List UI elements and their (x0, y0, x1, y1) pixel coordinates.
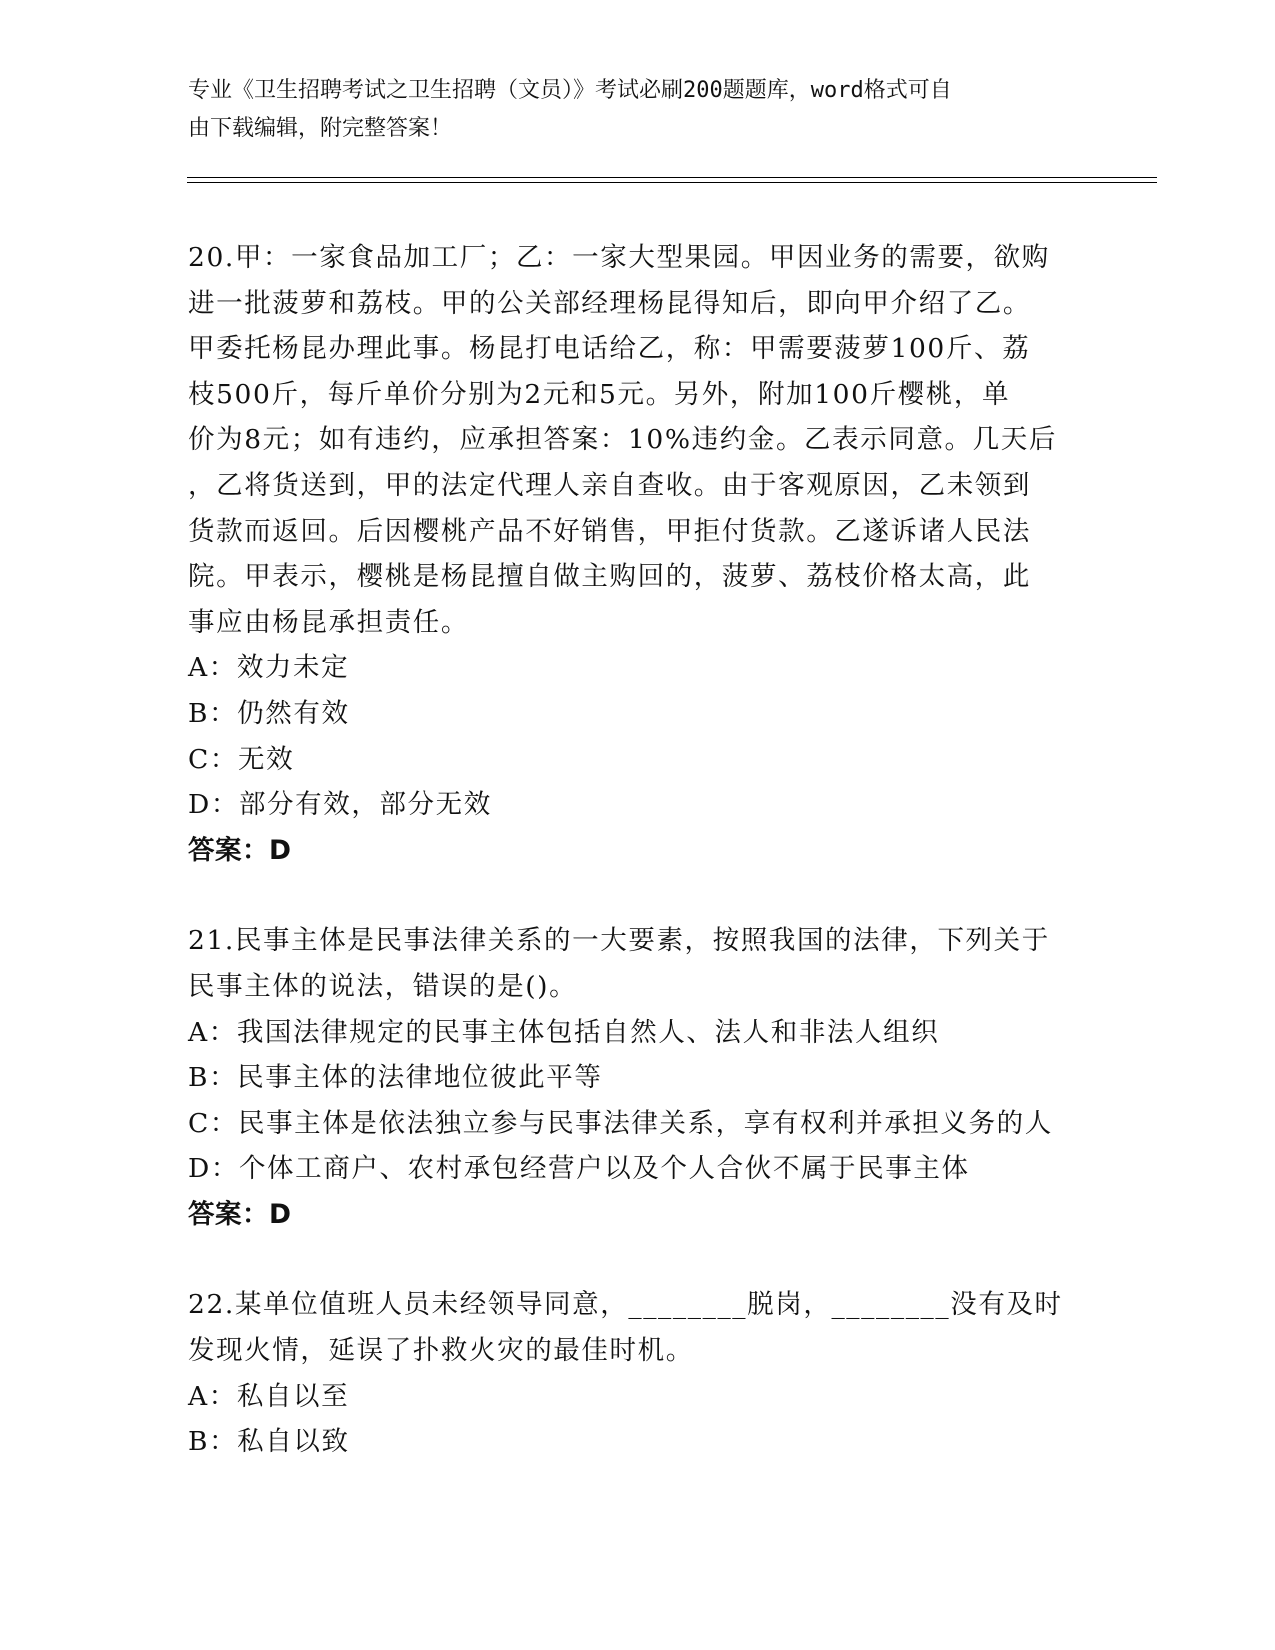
header-divider-bottom (187, 182, 1157, 183)
question-22 (188, 1282, 1078, 1464)
option-b: B：民事主体的法律地位彼此平等 (188, 1062, 603, 1094)
stem-line: 院。甲表示，樱桃是杨昆擅自做主购回的，菠萝、荔枝价格太高，此 (188, 561, 1031, 593)
stem-line: 民事主体的说法，错误的是()。 (188, 970, 578, 1002)
question-21 (188, 918, 1078, 1237)
stem-line: 货款而返回。后因樱桃产品不好销售，甲拒付货款。乙遂诉诸人民法 (188, 515, 1031, 547)
question-20 (188, 235, 1078, 873)
stem-line: 甲委托杨昆办理此事。杨昆打电话给乙，称：甲需要菠萝100斤、荔 (188, 333, 1031, 365)
stem-line: 价为8元；如有违约，应承担答案：10%违约金。乙表示同意。几天后 (188, 424, 1057, 456)
stem-line: 枝500斤，每斤单价分别为2元和5元。另外，附加100斤樱桃，单 (188, 378, 1011, 410)
option-a: A：效力未定 (188, 652, 350, 684)
option-c: C：民事主体是依法独立参与民事法律关系，享有权利并承担义务的人 (188, 1107, 1053, 1139)
stem-line: 21.民事主体是民事法律关系的一大要素，按照我国的法律，下列关于 (188, 925, 1050, 957)
document-header (188, 72, 1068, 148)
question-stem (188, 235, 1078, 645)
stem-line: ，乙将货送到，甲的法定代理人亲自查收。由于客观原因，乙未领到 (188, 469, 1031, 501)
stem-line: 发现火情，延误了扑救火灾的最佳时机。 (188, 1335, 694, 1367)
header-divider-top (187, 177, 1157, 178)
header-line-1: 专业《卫生招聘考试之卫生招聘（文员）》考试必刷200题题库，word格式可自 (188, 78, 952, 103)
question-list (188, 235, 1078, 1465)
answer-line: 答案：D (188, 1198, 292, 1230)
answer-line: 答案：D (188, 834, 292, 866)
stem-line: 22.某单位值班人员未经领导同意，________脱岗，________没有及时 (188, 1289, 1063, 1321)
stem-line: 进一批菠萝和荔枝。甲的公关部经理杨昆得知后，即向甲介绍了乙。 (188, 287, 1031, 319)
option-d: D：个体工商户、农村承包经营户以及个人合伙不属于民事主体 (188, 1153, 970, 1185)
option-d: D：部分有效，部分无效 (188, 789, 492, 821)
stem-line: 20.甲：一家食品加工厂；乙：一家大型果园。甲因业务的需要，欲购 (188, 242, 1050, 273)
question-stem (188, 918, 1078, 1009)
option-b: B：仍然有效 (188, 697, 350, 729)
question-stem (188, 1282, 1078, 1373)
option-c: C：无效 (188, 743, 295, 775)
option-a: A：我国法律规定的民事主体包括自然人、法人和非法人组织 (188, 1016, 940, 1048)
header-line-2: 由下载编辑，附完整答案！ (188, 116, 453, 141)
stem-line: 事应由杨昆承担责任。 (188, 606, 469, 638)
option-b: B：私自以致 (188, 1426, 350, 1458)
option-a: A：私自以至 (188, 1380, 350, 1412)
